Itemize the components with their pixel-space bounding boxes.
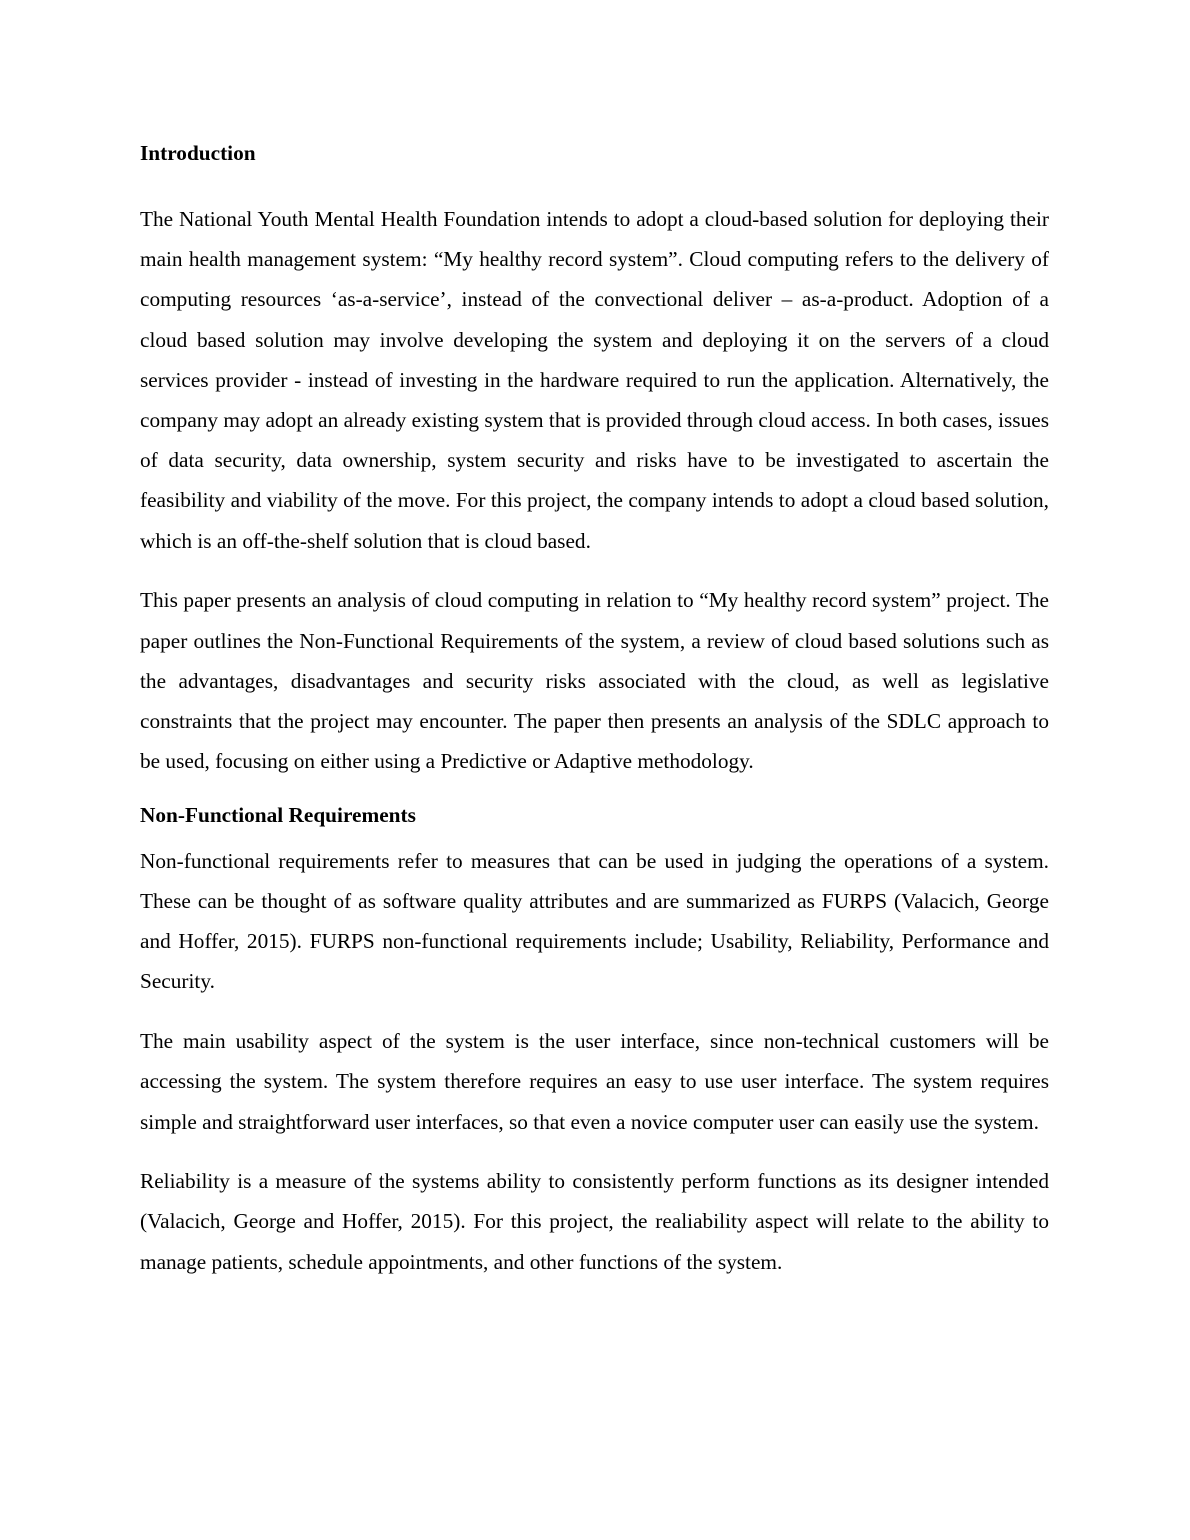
section-heading-non-functional-requirements: Non-Functional Requirements — [140, 802, 416, 827]
nfr-paragraph-1: Non-functional requirements refer to measures that can be used in judging the operations of a system. These can be thought of as software quality attributes and are summarized as FURPS (Valacich, George and Hoffer, 2015). FURPS non-functional requirements include; Usability, Reliability, Performance and Security. — [140, 848, 1049, 994]
intro-paragraph-2: This paper presents an analysis of cloud computing in relation to “My healthy record system” project. The paper outlines the Non-Functional Requirements of the system, a review of cloud based solutions such as the advantages, disadvantages and security risks associated with the cloud, as well as legislative constraints that the project may encounter. The paper then presents an analysis of the SDLC approach to be used, focusing on either using a Predictive or Adaptive methodology. — [140, 588, 1049, 774]
nfr-paragraph-3: Reliability is a measure of the systems ability to consistently perform functions as its designer intended (Valacich, George and Hoffer, 2015). For this project, the realiability aspect will relate to the ability to manage patients, schedule appointments, and other functions of the system. — [140, 1169, 1049, 1274]
section-heading-introduction: Introduction — [140, 141, 256, 165]
document-page — [140, 139, 1049, 1282]
nfr-paragraph-2: The main usability aspect of the system is the user interface, since non-technical customers will be accessing the system. The system therefore requires an easy to use user interface. The system requires simple and straightforward user interfaces, so that even a novice computer user can easily use the system. — [140, 1029, 1049, 1134]
intro-paragraph-1: The National Youth Mental Health Foundation intends to adopt a cloud-based solution for deploying their main health management system: “My healthy record system”. Cloud computing refers to the delivery of computing resources ‘as-a-service’, instead of the convectional deliver – as-a-product. Adoption of a cloud based solution may involve developing the system and deploying it on the servers of a cloud services provider - instead of investing in the hardware required to run the application. Alternatively, the company may adopt an already existing system that is provided through cloud access. In both cases, issues of data security, data ownership, system security and risks have to be investigated to ascertain the feasibility and viability of the move. For this project, the company intends to adopt a cloud based solution, which is an off-the-shelf solution that is cloud based. — [140, 207, 1049, 553]
